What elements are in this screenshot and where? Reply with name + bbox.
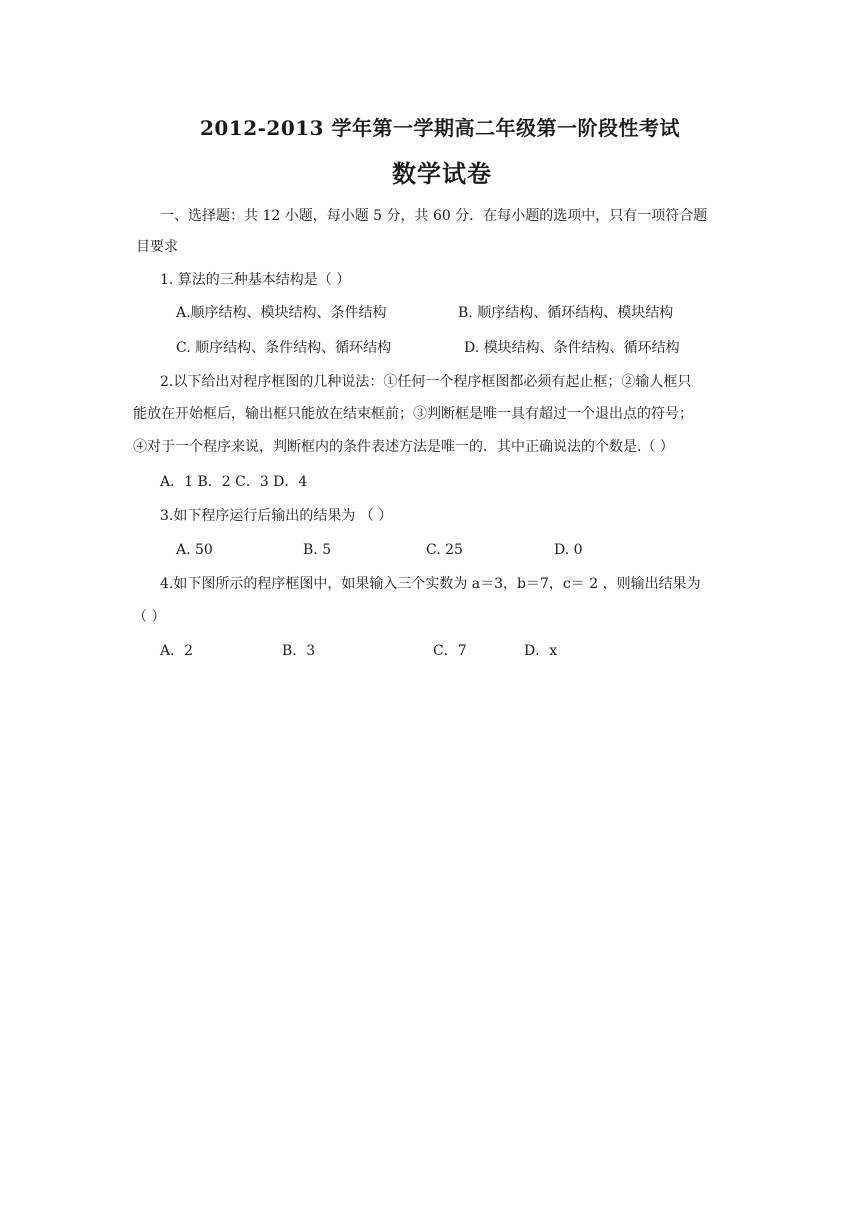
- q1-option-a: A.顺序结构、模块结构、条件结构: [176, 305, 387, 321]
- section-intro-line-1: 一、选择题：共 12 小题，每小题 5 分，共 60 分．在每小题的选项中，只有一项符合题: [160, 208, 708, 224]
- q2-stem-line-2: 能放在开始框后，输出框只能放在结束框前；③判断框是唯一具有超过一个退出点的符号；: [133, 406, 693, 422]
- q4-option-d: D．x: [524, 643, 558, 659]
- q3-stem: 3.如下程序运行后输出的结果为 （ ）: [160, 508, 393, 524]
- q3-option-c: C. 25: [426, 542, 463, 558]
- exam-title: 2012-2013 学年第一学期高二年级第一阶段性考试: [199, 116, 681, 140]
- q2-stem-line-3: ④对于一个程序来说，判断框内的条件表述方法是唯一的．其中正确说法的个数是.（ ）: [133, 439, 674, 455]
- q1-option-b: B. 顺序结构、循环结构、模块结构: [458, 305, 674, 321]
- q3-option-a: A. 50: [176, 542, 213, 558]
- exam-subtitle: 数学试卷: [392, 159, 492, 188]
- q4-option-b: B．3: [282, 643, 316, 659]
- q3-option-b: B. 5: [303, 542, 332, 558]
- q2-options: A．1 B．2 C．3 D．4: [160, 474, 308, 490]
- q1-stem: 1. 算法的三种基本结构是（ ）: [160, 272, 351, 288]
- q3-option-d: D. 0: [554, 542, 583, 558]
- q2-stem-line-1: 2.以下给出对程序框图的几种说法：①任何一个程序框图都必须有起止框；②输人框只: [160, 374, 692, 390]
- q4-stem-line-1: 4.如下图所示的程序框图中，如果输入三个实数为 a＝3，b＝7，c＝ 2 ，则输出结果为: [160, 576, 701, 592]
- q1-option-c: C. 顺序结构、条件结构、循环结构: [176, 340, 392, 356]
- q4-option-a: A．2: [160, 643, 194, 659]
- q4-option-c: C．7: [433, 643, 467, 659]
- section-intro-line-2: 目要求: [136, 239, 178, 255]
- q1-option-d: D. 模块结构、条件结构、循环结构: [464, 340, 680, 356]
- q4-stem-line-2: （ ）: [133, 609, 166, 625]
